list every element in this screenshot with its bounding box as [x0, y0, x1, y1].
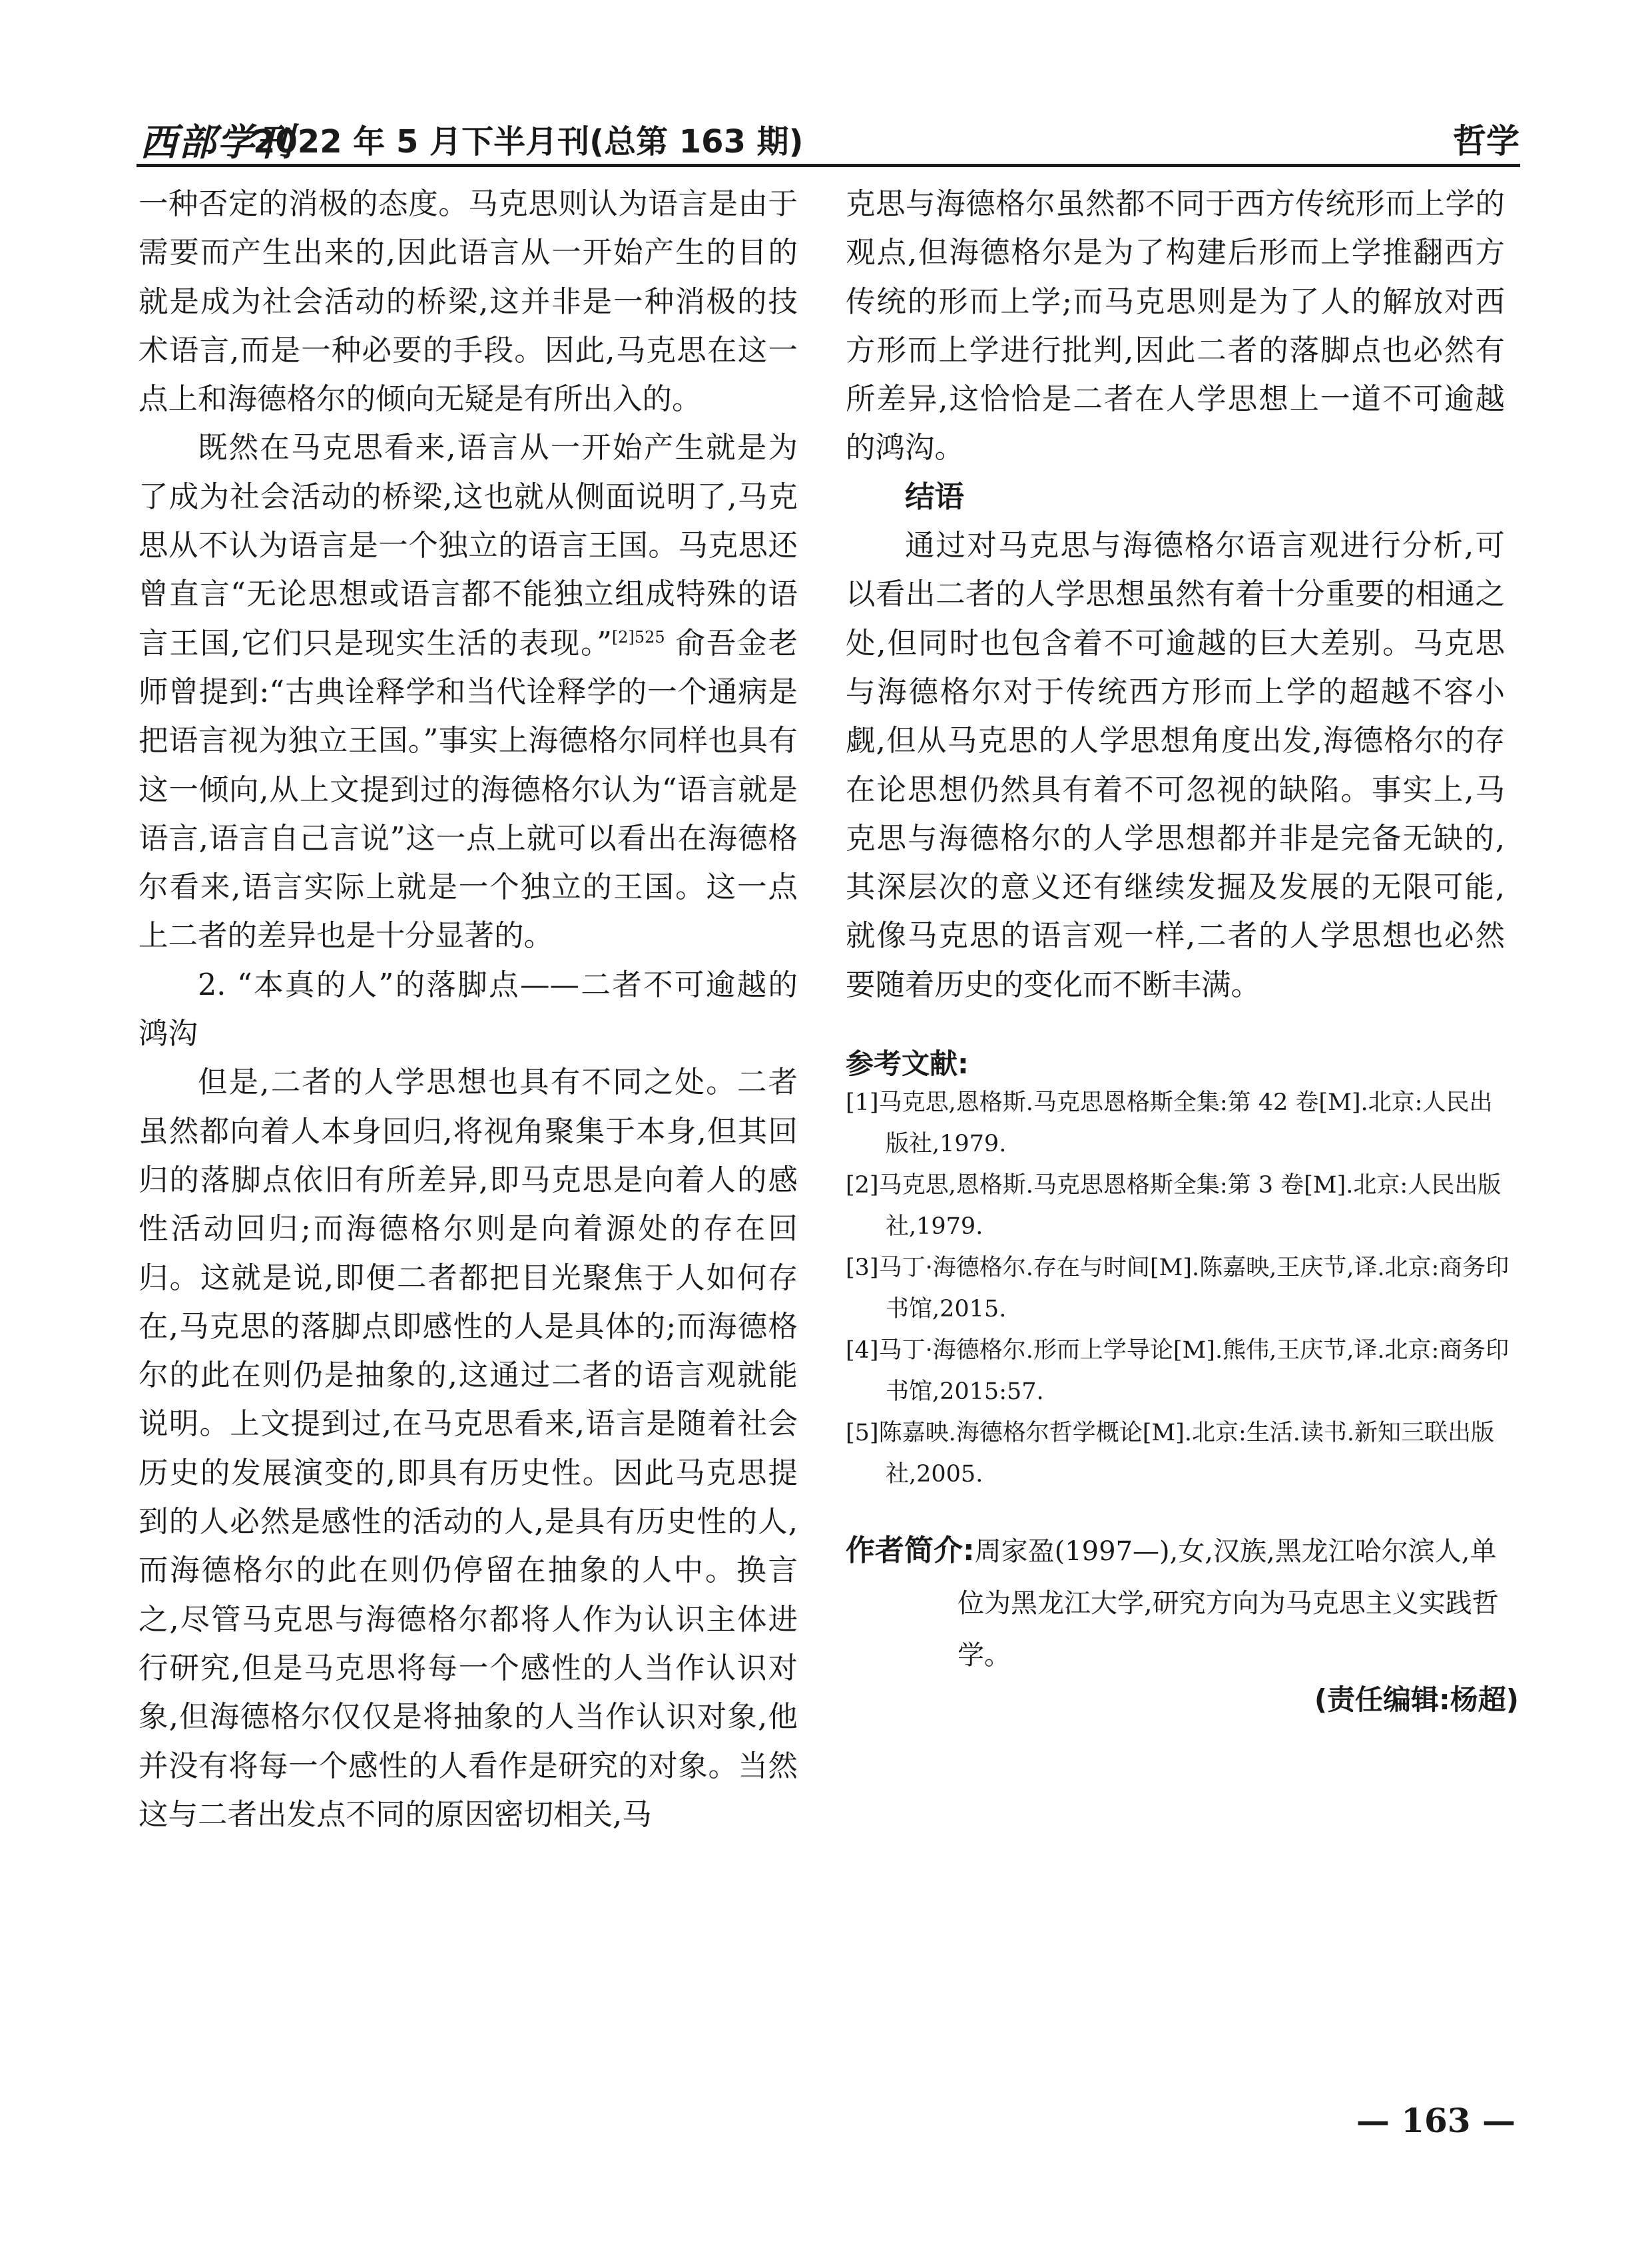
- running-header: [140, 112, 1519, 164]
- right-column: [846, 180, 1505, 1009]
- journal-logo: 西部学刊: [140, 121, 294, 164]
- header-rule: [137, 164, 1520, 167]
- author-label: 作者简介:: [846, 1534, 975, 1567]
- conclusion-heading: 结语: [905, 479, 965, 514]
- paragraph: 克思与海德格尔虽然都不同于西方传统形而上学的观点,但海德格尔是为了构建后形而上学推翻西方传统的形而上学;而马克思则是为了人的解放对西方形而上学进行批判,因此二者的落脚点也必然有所差异,这恰恰是二者在人学思想上一道不可逾越的鸿沟。: [846, 187, 1505, 465]
- citation-superscript: [2]525: [611, 627, 665, 647]
- paragraph: 通过对马克思与海德格尔语言观进行分析,可以看出二者的人学思想虽然有着十分重要的相通之处,但同时也包含着不可逾越的巨大差别。马克思与海德格尔对于传统西方形而上学的超越不容小觑,但从马克思的人学思想角度出发,海德格尔的存在论思想仍然具有着不可忽视的缺陷。事实上,马克思与海德格尔的人学思想都并非是完备无缺的,其深层次的意义还有继续发掘及发展的无限可能,就像马克思的语言观一样,二者的人学思想也必然要随着历史的变化而不断丰满。: [846, 529, 1505, 1002]
- page-number: — 163 —: [1356, 2101, 1515, 2140]
- responsible-editor: (责任编辑:杨超): [1314, 1683, 1519, 1716]
- section-name: 哲学: [1453, 122, 1519, 160]
- references-title: 参考文献:: [846, 1047, 969, 1080]
- author-text: 周家盈(1997—),女,汉族,黑龙江哈尔滨人,单位为黑龙江大学,研究方向为马克思主义实践哲学。: [958, 1536, 1499, 1671]
- left-column: [138, 180, 798, 1839]
- paragraph: 一种否定的消极的态度。马克思则认为语言是由于需要而产生出来的,因此语言从一开始产生的目的就是成为社会活动的桥梁,这并非是一种消极的技术语言,而是一种必要的手段。因此,马克思在这一点上和海德格尔的倾向无疑是有所出入的。: [138, 187, 798, 417]
- paragraph: 但是,二者的人学思想也具有不同之处。二者虽然都向着人本身回归,将视角聚集于本身,但其回归的落脚点依旧有所差异,即马克思是向着人的感性活动回归;而海德格尔则是向着源处的存在回归。这就是说,即便二者都把目光聚焦于人如何存在,马克思的落脚点即感性的人是具体的;而海德格尔的此在则仍是抽象的,这通过二者的语言观就能说明。上文提到过,在马克思看来,语言是随着社会历史的发展演变的,即具有历史性。因此马克思提到的人必然是感性的活动的人,是具有历史性的人,而海德格尔的此在则仍停留在抽象的人中。换言之,尽管马克思与海德格尔都将人作为认识主体进行研究,但是马克思将每一个感性的人当作认识对象,但海德格尔仅仅是将抽象的人当作认识对象,他并没有将每一个感性的人看作是研究的对象。当然这与二者出发点不同的原因密切相关,马: [138, 1065, 798, 1832]
- reference-item: [2]马克思,恩格斯.马克思恩格斯全集:第 3 卷[M].北京:人民出版社,1979.: [846, 1172, 1502, 1240]
- section-heading: 2. “本真的人”的落脚点——二者不可逾越的鸿沟: [138, 968, 798, 1051]
- paragraph-text: 俞吾金老师曾提到:“古典诠释学和当代诠释学的一个通病是把语言视为独立王国。”事实上海德格尔同样也具有这一倾向,从上文提到过的海德格尔认为“语言就是语言,语言自己言说”这一点上就可以看出在海德格尔看来,语言实际上就是一个独立的王国。这一点上二者的差异也是十分显著的。: [138, 626, 798, 954]
- reference-item: [1]马克思,恩格斯.马克思恩格斯全集:第 42 卷[M].北京:人民出版社,1979.: [846, 1089, 1493, 1157]
- author-bio: [846, 1525, 1518, 1681]
- reference-item: [4]马丁·海德格尔.形而上学导论[M].熊伟,王庆节,译.北京:商务印书馆,2015:57.: [846, 1337, 1510, 1405]
- issue-info: 2022 年 5 月下半月刊(总第 163 期): [253, 123, 804, 160]
- paragraph-text: 既然在马克思看来,语言从一开始产生就是为了成为社会活动的桥梁,这也就从侧面说明了,马克思从不认为语言是一个独立的语言王国。马克思还曾直言“无论思想或语言都不能独立组成特殊的语言王国,它们只是现实生活的表现。”: [138, 431, 798, 661]
- reference-item: [3]马丁·海德格尔.存在与时间[M].陈嘉映,王庆节,译.北京:商务印书馆,2015.: [846, 1255, 1510, 1322]
- paragraph: [138, 423, 798, 960]
- references-list: [846, 1082, 1512, 1495]
- reference-item: [5]陈嘉映.海德格尔哲学概论[M].北京:生活.读书.新知三联出版社,2005.: [846, 1420, 1495, 1488]
